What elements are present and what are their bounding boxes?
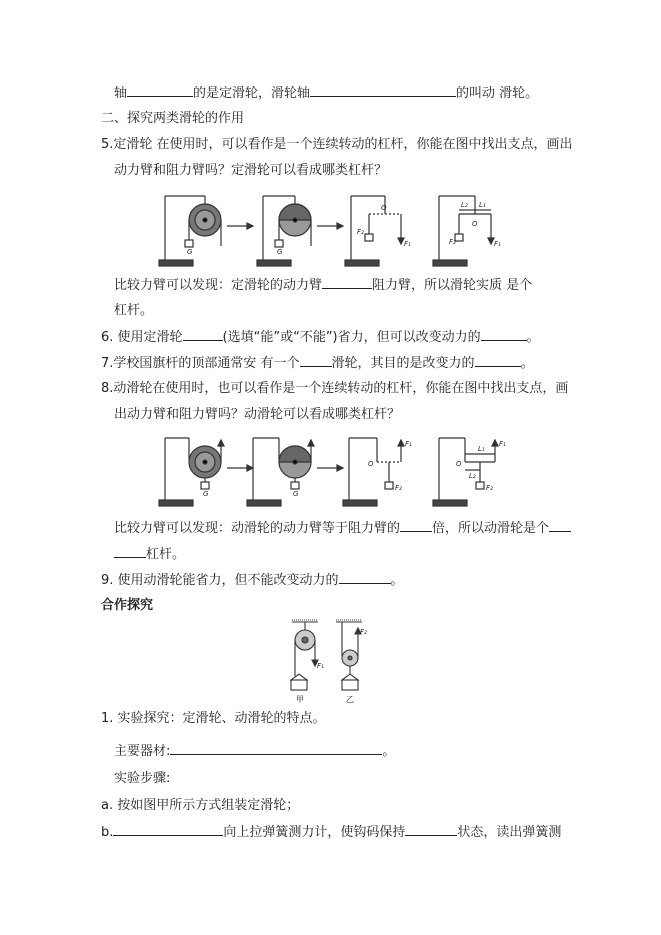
- label-f: F₁: [317, 662, 324, 670]
- label-o: O: [472, 220, 478, 228]
- answer-blank[interactable]: [481, 328, 527, 341]
- step-a: a. 按如图甲所示方式组装定滑轮；: [101, 798, 300, 813]
- text-seg: 。: [382, 744, 396, 759]
- movable-pulley-figure: [155, 432, 520, 510]
- compare-line-1b: 杠杆。: [114, 303, 154, 318]
- label-o: O: [381, 204, 387, 212]
- compare-line-2: [114, 519, 571, 538]
- answer-blank[interactable]: [405, 823, 457, 836]
- text-seg: b.: [101, 825, 114, 840]
- label-f2: F₂: [449, 238, 456, 246]
- equipment-line: [114, 742, 395, 761]
- label-o: O: [456, 460, 462, 468]
- section-heading-2: 二、探究两类滑轮的作用: [101, 111, 245, 126]
- label-g: G: [187, 248, 193, 256]
- text-seg: 9. 使用动滑轮能省力，但不能改变动力的: [101, 573, 339, 588]
- label-g: G: [293, 490, 299, 498]
- text-seg: 阻力臂，所以滑轮实质 是个: [372, 278, 533, 293]
- label-l1: L₁: [478, 445, 485, 453]
- question-7: [101, 354, 534, 373]
- label-o: O: [368, 460, 374, 468]
- steps-heading: 实验步骤:: [114, 771, 171, 786]
- text-seg: 6. 使用定滑轮: [101, 330, 183, 345]
- answer-blank[interactable]: [322, 276, 372, 289]
- answer-blank[interactable]: [549, 519, 571, 532]
- label-f: F₂: [360, 628, 367, 636]
- text-seg: 。: [390, 573, 404, 588]
- text-line-1: [114, 84, 538, 103]
- text-seg: 滑轮，其目的是改变力的: [331, 356, 475, 371]
- text-seg: 状态，读出弹簧测: [457, 825, 562, 840]
- text-seg: 倍，所以动滑轮是个: [432, 521, 550, 536]
- answer-blank[interactable]: [300, 354, 332, 367]
- label-f1: F₁: [405, 440, 412, 448]
- step-b: [101, 823, 561, 842]
- cooperation-pulley-figure: [288, 618, 366, 704]
- label-l2: L₂: [469, 472, 476, 480]
- answer-blank[interactable]: [127, 84, 193, 97]
- answer-blank[interactable]: [475, 354, 521, 367]
- label-l1: L₁: [479, 201, 486, 209]
- label-l2: L₂: [461, 201, 468, 209]
- compare-line-1: [114, 276, 532, 295]
- text-seg: 比较力臂可以发现：动滑轮的动力臂等于阻力臂的: [114, 521, 401, 536]
- label-g: G: [277, 248, 283, 256]
- text-seg: 主要器材:: [114, 744, 171, 759]
- label-f2: F₂: [357, 228, 364, 236]
- text-seg: 轴: [114, 86, 128, 101]
- label-g: G: [203, 490, 209, 498]
- label-yi: 乙: [346, 695, 354, 704]
- fixed-pulley-figure: [155, 188, 520, 268]
- label-f1: F₁: [494, 240, 501, 248]
- answer-blank[interactable]: [113, 823, 223, 836]
- question-6: [101, 328, 540, 347]
- section-heading-cooperation: 合作探究: [101, 598, 154, 613]
- text-seg: 的是定滑轮，滑轮轴: [193, 86, 311, 101]
- answer-blank[interactable]: [170, 742, 382, 755]
- label-f2: F₂: [486, 484, 493, 492]
- question-8-line-1: 8.动滑轮在使用时，也可以看作是一个连续转动的杠杆，你能在图中找出支点，画: [101, 381, 569, 396]
- text-seg: 比较力臂可以发现：定滑轮的动力臂: [114, 278, 323, 293]
- compare-line-2b: [114, 545, 185, 564]
- question-9: [101, 571, 404, 590]
- answer-blank[interactable]: [339, 571, 391, 584]
- label-f1: F₁: [404, 240, 411, 248]
- answer-blank[interactable]: [183, 328, 223, 341]
- label-f1: F₁: [499, 440, 506, 448]
- question-5-line-2: 动力臂和阻力臂吗？定滑轮可以看成哪类杠杆？: [114, 163, 388, 178]
- answer-blank[interactable]: [310, 84, 456, 97]
- text-seg: 。: [520, 356, 534, 371]
- text-seg: 的叫动 滑轮。: [456, 86, 539, 101]
- label-f2: F₂: [395, 484, 402, 492]
- text-seg: 7.学校国旗杆的顶部通常安 有一个: [101, 356, 300, 371]
- experiment-1-title: 1. 实验探究：定滑轮、动滑轮的特点。: [101, 711, 326, 726]
- question-8-line-2: 出动力臂和阻力臂吗？动滑轮可以看成哪类杠杆？: [114, 407, 401, 422]
- question-5-line-1: 5.定滑轮 在使用时，可以看作是一个连续转动的杠杆，你能在图中找出支点，画出: [101, 137, 573, 152]
- answer-blank[interactable]: [114, 545, 146, 558]
- text-seg: 杠杆。: [146, 547, 186, 562]
- text-seg: 。: [526, 330, 540, 345]
- text-seg: (选填“能”或“不能”)省力，但可以改变动力的: [222, 330, 481, 345]
- label-jia: 甲: [296, 695, 304, 704]
- answer-blank[interactable]: [400, 519, 432, 532]
- text-seg: 向上拉弹簧测力计，使钩码保持: [223, 825, 406, 840]
